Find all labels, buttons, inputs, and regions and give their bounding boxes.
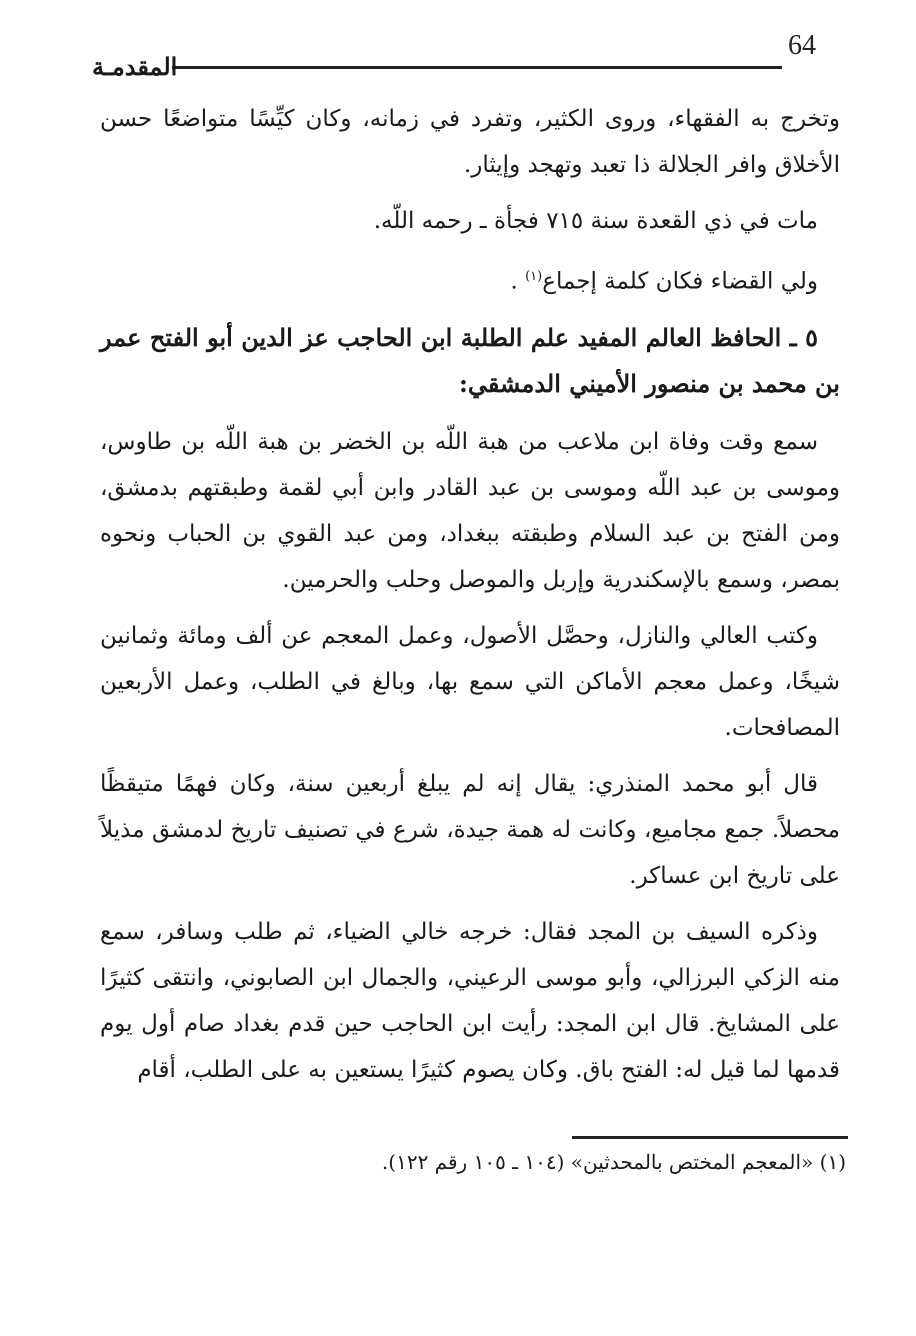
running-head: المقدمـة	[92, 52, 178, 81]
paragraph-6: قال أبو محمد المنذري: يقال إنه لم يبلغ أربعين سنة، وكان فهمًا متيقظًا محصلاً. جمع مجاميع، وكانت له همة جيدة، شرع في تصنيف تاريخ لدمشق مذيلاً على تاريخ ابن عساكر.	[100, 770, 840, 889]
paragraph-7: وذكره السيف بن المجد فقال: خرجه خالي الضياء، ثم طلب وسافر، سمع منه الزكي البرزالي، وأبو موسى الرعيني، والجمال ابن الصابوني، وانتقى كثيرًا على المشايخ. قال ابن المجد: رأيت ابن الحاجب حين قدم بغداد صام أول يوم قدمها لما قيل له: الفتح باق. وكان يصوم كثيرًا يستعين به على الطلب، أقام	[100, 918, 840, 1083]
paragraph-3-text: ولي القضاء فكان كلمة إجماع	[542, 268, 818, 295]
paragraph-3-tail: .	[510, 268, 526, 295]
paragraph-4: سمع وقت وفاة ابن ملاعب من هبة اللّه بن الخضر بن هبة اللّه بن طاوس، وموسى بن عبد اللّه وموسى بن عبد القادر وابن أبي لقمة وطبقتهم بدمشق، ومن الفتح بن عبد السلام وطبقته ببغداد، ومن عبد القوي بن الحباب ونحوه بمصر، وسمع بالإسكندرية وإربل والموصل وحلب والحرمين.	[100, 428, 840, 593]
paragraph-3	[100, 254, 840, 305]
section-heading: ٥ ـ الحافظ العالم المفيد علم الطلبة ابن الحاجب عز الدين أبو الفتح عمر بن محمد بن منصور الأميني الدمشقي:	[100, 322, 840, 398]
body-text	[100, 96, 840, 1103]
paragraph-2: مات في ذي القعدة سنة ٧١٥ فجأة ـ رحمه اللّه.	[373, 208, 818, 234]
page-number: 64	[788, 30, 816, 61]
paragraph-5: وكتب العالي والنازل، وحصَّل الأصول، وعمل المعجم عن ألف ومائة وثمانين شيخًا، وعمل معجم الأماكن التي سمع بها، وبالغ في الطلب، وعمل الأربعين المصافحات.	[100, 622, 840, 741]
header-rule	[172, 66, 782, 69]
footnote-reference: (١)	[525, 269, 543, 284]
footnote-rule	[572, 1136, 848, 1139]
footnote: (١) «المعجم المختص بالمحدثين» (١٠٤ ـ ١٠٥ رقم ١٢٢).	[381, 1150, 846, 1174]
paragraph-1: وتخرج به الفقهاء، وروى الكثير، وتفرد في زمانه، وكان كيِّسًا متواضعًا حسن الأخلاق وافر الجلالة ذا تعبد وتهجد وإيثار.	[100, 106, 840, 178]
